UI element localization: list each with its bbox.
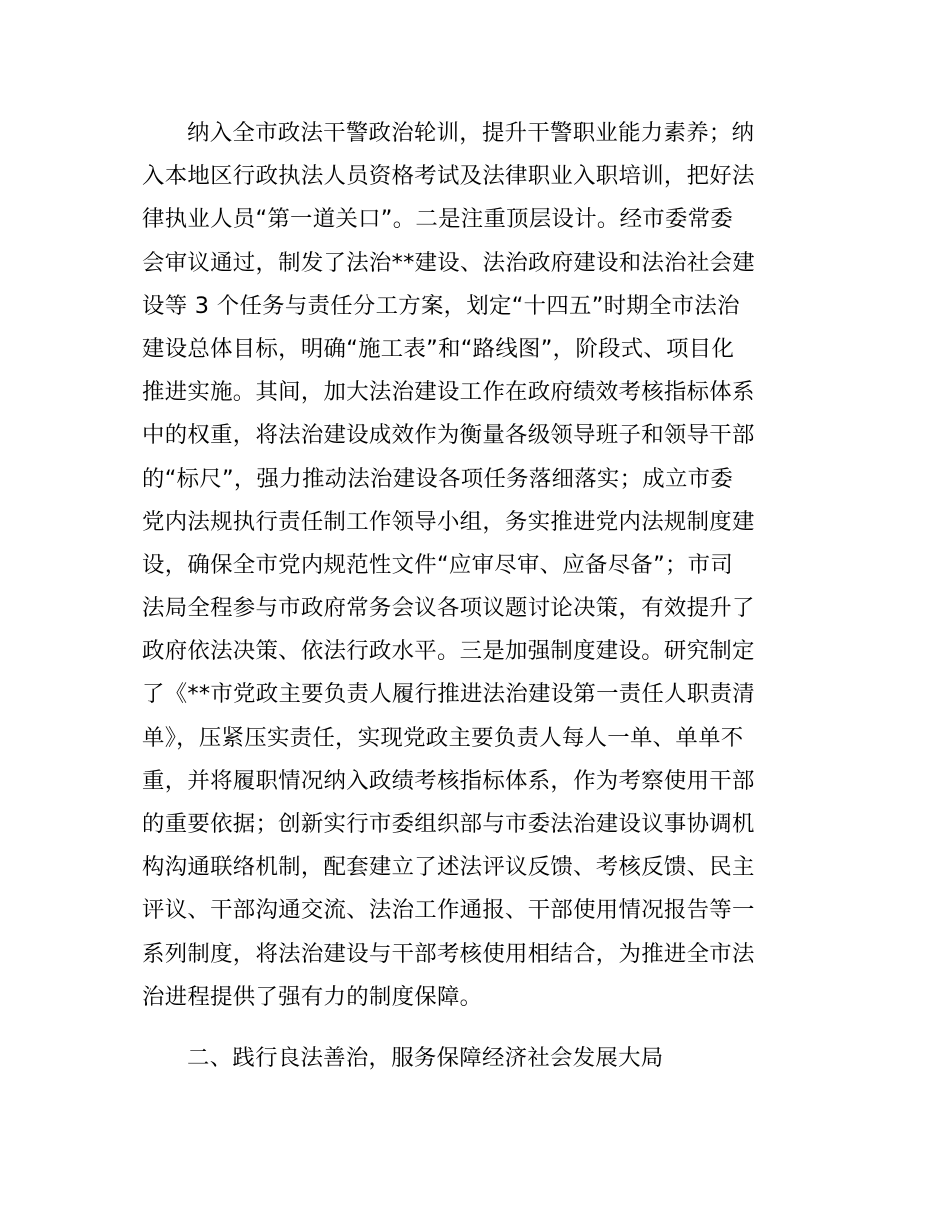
paragraph-line: 构沟通联络机制，配套建立了述法评议反馈、考核反馈、民主 — [142, 854, 755, 881]
paragraph-line: 律执业人员“第一道关口”。二是注重顶层设计。经市委常委 — [142, 206, 734, 233]
paragraph-line: 评议、干部沟通交流、法治工作通报、干部使用情况报告等一 — [142, 897, 755, 924]
paragraph-line: 会审议通过，制发了法治**建设、法治政府建设和法治社会建 — [142, 249, 755, 276]
paragraph-line: 的“标尺”，强力推动法治建设各项任务落细落实；成立市委 — [142, 465, 734, 492]
paragraph-line: 设等 3 个任务与责任分工方案，划定“十四五”时期全市法治 — [142, 292, 740, 319]
paragraph-line: 建设总体目标，明确“施工表”和“路线图”，阶段式、项目化 — [142, 335, 735, 362]
paragraph-line: 入本地区行政执法人员资格考试及法律职业入职培训，把好法 — [142, 163, 755, 190]
paragraph-line: 推进实施。其间，加大法治建设工作在政府绩效考核指标体系 — [142, 379, 755, 406]
paragraph-line: 了《**市党政主要负责人履行推进法治建设第一责任人职责清 — [142, 681, 755, 708]
paragraph-line: 设，确保全市党内规范性文件“应审尽审、应备尽备”；市司 — [142, 551, 734, 578]
paragraph-line: 重，并将履职情况纳入政绩考核指标体系，作为考察使用干部 — [142, 767, 755, 794]
body-paragraph — [142, 112, 822, 1019]
paragraph-line: 治进程提供了强有力的制度保障。 — [142, 983, 483, 1010]
paragraph-line: 纳入全市政法干警政治轮训，提升干警职业能力素养；纳 — [187, 120, 755, 146]
paragraph-line: 中的权重，将法治建设成效作为衡量各级领导班子和领导干部 — [142, 422, 755, 449]
paragraph-line: 政府依法决策、依法行政水平。三是加强制度建设。研究制定 — [142, 638, 755, 665]
paragraph-line: 的重要依据；创新实行市委组织部与市委法治建设议事协调机 — [142, 811, 755, 837]
paragraph-line: 法局全程参与市政府常务会议各项议题讨论决策，有效提升了 — [142, 595, 755, 622]
paragraph-line: 单》，压紧压实责任，实现党政主要负责人每人一单、单单不 — [142, 724, 744, 751]
section-heading: 二、践行良法善治，服务保障经济社会发展大局 — [187, 1045, 664, 1071]
paragraph-line: 党内法规执行责任制工作领导小组，务实推进党内法规制度建 — [142, 508, 755, 535]
paragraph-line: 系列制度，将法治建设与干部考核使用相结合，为推进全市法 — [142, 940, 755, 967]
